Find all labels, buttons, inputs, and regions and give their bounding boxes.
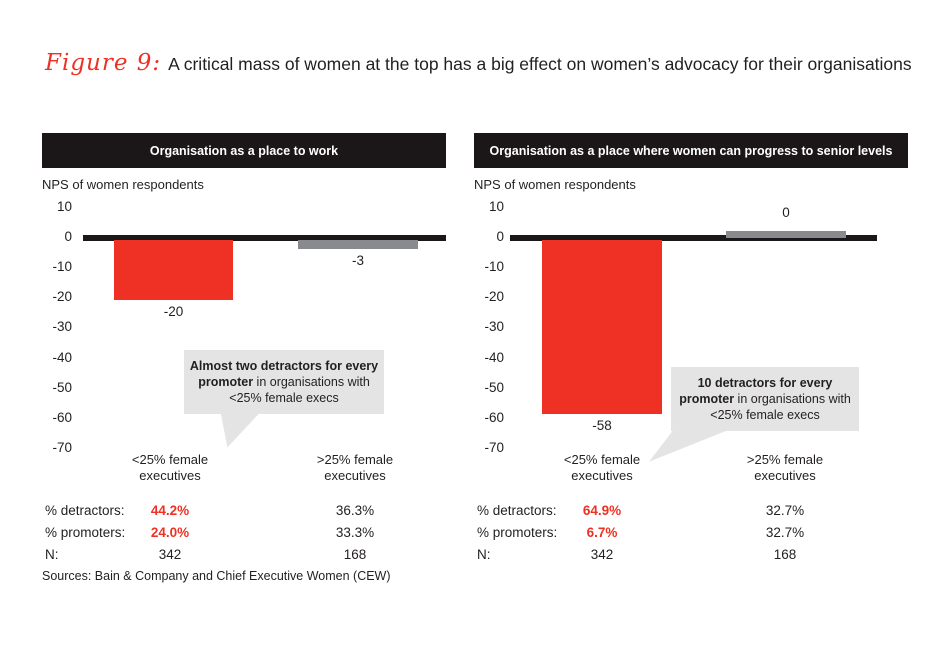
callout-bold-text: Almost two detractors for every promoter: [189, 359, 379, 389]
callout-regular-text: in organisations with <25% female execs: [710, 392, 851, 422]
stats-value-n: 168: [343, 547, 367, 562]
callout-bold-text: 10 detractors for every promoter: [679, 376, 833, 406]
category-label: <25% female executives: [131, 452, 209, 483]
y-axis-tick: -30: [52, 319, 72, 334]
y-axis-title-right: NPS of women respondents: [474, 177, 636, 192]
y-axis-tick: -60: [484, 410, 504, 425]
y-axis-tick: -50: [52, 380, 72, 395]
bar-value-label: 0: [782, 205, 790, 220]
callout-right: [671, 367, 859, 431]
y-axis-tick: 10: [488, 199, 504, 214]
stats-value-promoters: 24.0%: [150, 525, 190, 540]
bar-value-label: -3: [351, 253, 364, 268]
bar-rect: [542, 240, 662, 414]
callout-regular-text: in organisations with <25% female execs: [229, 375, 370, 405]
sources-note: Sources: Bain & Company and Chief Executive Women (CEW): [42, 569, 391, 583]
y-axis-tick: -60: [52, 410, 72, 425]
y-axis-tick: 0: [64, 229, 72, 244]
y-axis-tick: -70: [484, 440, 504, 455]
stats-value-detractors: 44.2%: [150, 503, 190, 518]
y-axis-tick: -30: [484, 319, 504, 334]
figure-title: [45, 50, 925, 76]
y-axis-tick: -40: [484, 350, 504, 365]
y-axis-tick: -40: [52, 350, 72, 365]
bar-rect: [726, 231, 846, 238]
stats-row-label: N:: [477, 547, 491, 562]
y-axis-tick: -50: [484, 380, 504, 395]
y-axis-tick: -70: [52, 440, 72, 455]
stats-row-label: % detractors:: [45, 503, 125, 518]
stats-row-label: N:: [45, 547, 59, 562]
y-axis-tick: -10: [52, 259, 72, 274]
y-axis-tick: -20: [484, 289, 504, 304]
stats-value-detractors: 32.7%: [765, 503, 805, 518]
category-label: >25% female executives: [746, 452, 824, 483]
y-axis-tick: 10: [56, 199, 72, 214]
y-axis-tick: -10: [484, 259, 504, 274]
figure-title-text: A critical mass of women at the top has a big effect on women’s advocacy for their organisations: [168, 54, 912, 74]
panel-header-place-to-work: Organisation as a place to work: [42, 133, 446, 168]
stats-value-detractors: 36.3%: [335, 503, 375, 518]
y-axis-tick: -20: [52, 289, 72, 304]
stats-value-n: 342: [158, 547, 182, 562]
stats-row-label: % promoters:: [45, 525, 126, 540]
stats-row-label: % detractors:: [477, 503, 557, 518]
bar-rect: [298, 240, 418, 249]
stats-value-n: 342: [590, 547, 614, 562]
category-label: <25% female executives: [563, 452, 641, 483]
stats-value-detractors: 64.9%: [582, 503, 622, 518]
y-axis-tick: 0: [496, 229, 504, 244]
panel-header-progress-senior: Organisation as a place where women can progress to senior levels: [474, 133, 908, 168]
bar-value-label: -58: [592, 418, 612, 433]
stats-value-promoters: 32.7%: [765, 525, 805, 540]
category-label: >25% female executives: [316, 452, 394, 483]
stats-row-label: % promoters:: [477, 525, 558, 540]
y-axis-title-left: NPS of women respondents: [42, 177, 204, 192]
bar-value-label: -20: [163, 304, 184, 319]
stats-value-promoters: 33.3%: [335, 525, 375, 540]
bar-rect: [114, 240, 233, 300]
figure-number-label: Figure 9:: [45, 50, 162, 76]
stats-value-n: 168: [773, 547, 797, 562]
stats-value-promoters: 6.7%: [586, 525, 618, 540]
callout-left: [184, 350, 384, 414]
